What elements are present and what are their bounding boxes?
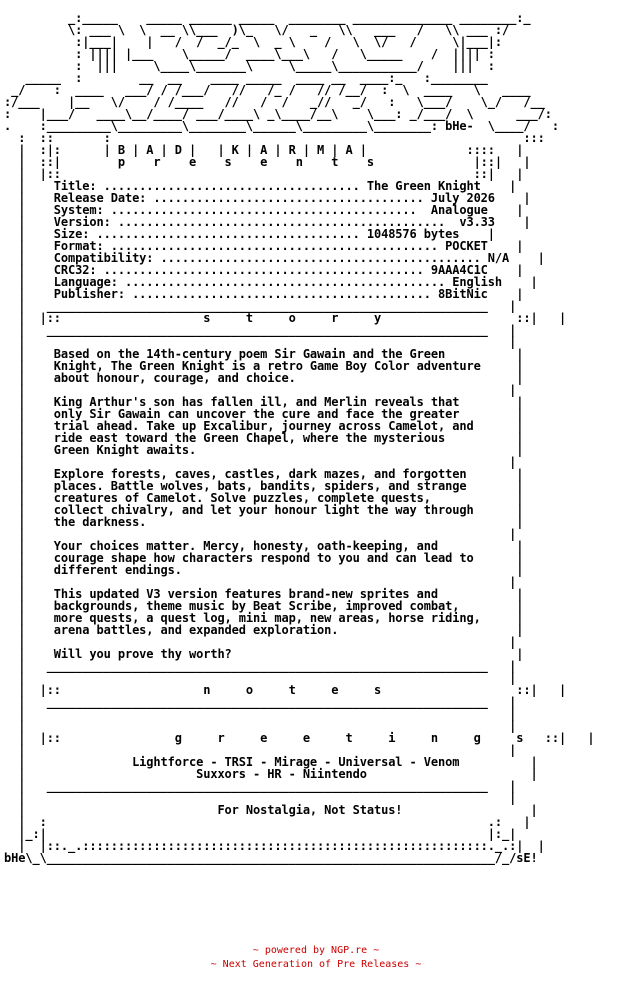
- nfo-line: _/ : ____ ___/ / /___/ // /_ / // /__/ : \ ____ \ ____: [4, 83, 531, 97]
- nfo-line: | |: [4, 527, 531, 541]
- nfo-line: | King Arthur's son has fallen ill, and Merlin reveals that |: [4, 395, 538, 409]
- nfo-line: | |:: s t o r y ::| |: [4, 311, 581, 325]
- nfo-line: | |: [4, 707, 531, 721]
- nfo-line: | For Nostalgia, Not Status! |: [4, 803, 552, 817]
- nfo-line: _____ : __ __ ____ _____ ____ __ ____:_ :________: [4, 71, 503, 85]
- nfo-line: | : .: |: [4, 815, 545, 829]
- nfo-line: | |:: g r e e t i n g s ::| |: [4, 731, 609, 745]
- nfo-line: | arena battles, and expanded exploration. |: [4, 623, 538, 637]
- nfo-line: | Language: ............................................. English |: [4, 275, 552, 289]
- nfo-line: | backgrounds, theme music by Beat Scribe, improved combat, |: [4, 599, 538, 613]
- nfo-line: | Compatibility: ............................................. N/A |: [4, 251, 559, 265]
- nfo-line: :/___ |__ \/ / /____ // / / _// _/ : \___/ \_/ /__: [4, 95, 545, 109]
- nfo-line: | ride east toward the Green Chapel, where the mysterious |: [4, 431, 538, 445]
- nfo-line: | Knight, The Green Knight is a retro Game Boy Color adventure |: [4, 359, 538, 373]
- nfo-line: | |: [4, 575, 531, 589]
- nfo-line: | Title: .................................... The Green Knight |: [4, 179, 531, 193]
- nfo-line: | CRC32: ............................................. 9AAA4C1C |: [4, 263, 538, 277]
- nfo-line: | ______________________________________________________________ |: [4, 659, 531, 673]
- nfo-line: | ::| p r e s e n t s |::| |: [4, 155, 545, 169]
- nfo-line: | different endings. |: [4, 563, 538, 577]
- nfo-line: | collect chivalry, and let your honour light the way through |: [4, 503, 538, 517]
- nfo-line: | Release Date: ...................................... July 2026 |: [4, 191, 545, 205]
- nfo-line: | Version: .............................................. v3.33 |: [4, 215, 545, 229]
- nfo-line: | Size: ..................................... 1048576 bytes |: [4, 227, 510, 241]
- nfo-line: | This updated V3 version features brand-new sprites and |: [4, 587, 538, 601]
- nfo-line: | |: [4, 671, 531, 685]
- nfo-line: | |: [4, 791, 531, 805]
- nfo-line: . :_________\_________\________\______\_________\________: bHe- \____/ :: [4, 119, 559, 133]
- nfo-line: | Lightforce - TRSI - Mirage - Universal - Venom |: [4, 755, 552, 769]
- nfo-line: | Format: .............................................. POCKET |: [4, 239, 538, 253]
- nfo-line: | creatures of Camelot. Solve puzzles, complete quests, |: [4, 491, 538, 505]
- nfo-line: : |___/ ____\__/____/ ___/____\ _\____/__\ \___: _/___/ \ ___/:: [4, 107, 552, 121]
- nfo-line: : :: : :::: [4, 131, 574, 145]
- nfo-line: | more quests, a quest log, mini map, new areas, horse riding, |: [4, 611, 538, 625]
- nfo-line: | courage shape how characters respond to you and can lead to |: [4, 551, 538, 565]
- nfo-line: | Explore forests, caves, castles, dark mazes, and forgotten |: [4, 467, 538, 481]
- footer-tagline: ~ Next Generation of Pre Releases ~: [210, 959, 422, 970]
- nfo-line: _:_____ _____ ______ _____ ________ ______________ ________:_: [4, 11, 531, 25]
- nfo-line: | |: [4, 383, 531, 397]
- nfo-line: | |: [4, 719, 531, 733]
- nfo-line: : ||| \____\_______\ \_____\___________/ ||| :: [4, 59, 503, 73]
- nfo-line: | |: [4, 743, 531, 757]
- nfo-line: | Will you prove thy worth? |: [4, 647, 538, 661]
- nfo-line: | |:: n o t e s ::| |: [4, 683, 581, 697]
- footer: [0, 944, 632, 972]
- nfo-line: : |||| |___ \_____/ ____\___\ / \_____ / |||| :: [4, 47, 503, 61]
- nfo-line: | :|: | B | A | D | | K | A | R | M | A | :::: |: [4, 143, 545, 157]
- nfo-line: \: ___ \ \ __ \\___ )\_ \/ _ \\ ___ / \\ ___ :/: [4, 23, 510, 37]
- footer-powered-by: ~ powered by NGP.re ~: [252, 945, 380, 956]
- nfo-line: | places. Battle wolves, bats, bandits, spiders, and strange |: [4, 479, 538, 493]
- nfo-line: bHe\_\_______________________________________________________________/_/sE!: [4, 851, 538, 865]
- nfo-line: | |: [4, 455, 531, 469]
- nfo-line: | only Sir Gawain can uncover the cure and face the greater |: [4, 407, 538, 421]
- nfo-line: | |: [4, 635, 531, 649]
- nfo-line: | Publisher: .......................................... 8BitNic |: [4, 287, 538, 301]
- nfo-document: [4, 12, 609, 864]
- nfo-line: | trial ahead. Take up Excalibur, journey across Camelot, and |: [4, 419, 538, 433]
- nfo-line: | ______________________________________________________________ |: [4, 299, 531, 313]
- nfo-line: | Green Knight awaits. |: [4, 443, 538, 457]
- nfo-line: | ______________________________________________________________ |: [4, 323, 531, 337]
- nfo-line: | |: [4, 335, 531, 349]
- nfo-line: | System: ........................................... Analogue |: [4, 203, 538, 217]
- nfo-line: | ______________________________________________________________ |: [4, 695, 531, 709]
- nfo-line: | Based on the 14th-century poem Sir Gawain and the Green |: [4, 347, 538, 361]
- nfo-line: | ______________________________________________________________ |: [4, 779, 531, 793]
- nfo-line: | about honour, courage, and choice. |: [4, 371, 538, 385]
- nfo-line: :|___| | / / _/_ \ _ \ / \ \/ / \|___|:: [4, 35, 510, 49]
- nfo-line: | Suxxors - HR - Niintendo |: [4, 767, 552, 781]
- nfo-line: | |:: ::| |: [4, 167, 538, 181]
- nfo-line: | Your choices matter. Mercy, honesty, oath-keeping, and |: [4, 539, 538, 553]
- nfo-line: | |::._.:::::::::::::::::::::::::::::::::::::::::::::::::::::::::._.:| |: [4, 839, 559, 853]
- nfo-line: | the darkness. |: [4, 515, 538, 529]
- nfo-line: |_:| |:_|: [4, 827, 531, 841]
